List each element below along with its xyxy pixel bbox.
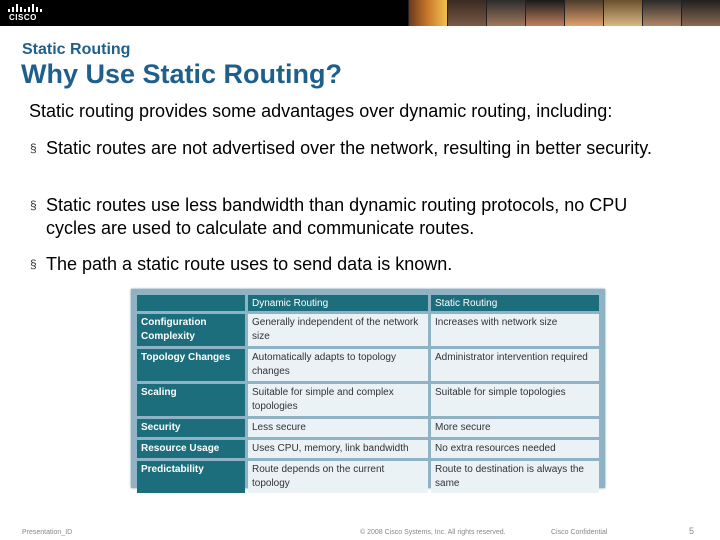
- static-cell: More secure: [431, 419, 599, 437]
- bullet-text: The path a static route uses to send data is known.: [46, 254, 453, 274]
- row-label: Resource Usage: [137, 440, 245, 458]
- bullet-text: Static routes use less bandwidth than dynamic routing protocols, no CPU cycles are used to calculate and communicate routes.: [46, 195, 628, 238]
- dynamic-cell: Uses CPU, memory, link bandwidth: [248, 440, 428, 458]
- bullet-item: [30, 253, 680, 276]
- row-label: Scaling: [137, 384, 245, 416]
- static-cell: Route to destination is always the same: [431, 461, 599, 493]
- table-header-row: [137, 295, 599, 311]
- cisco-bridge-icon: [8, 4, 44, 12]
- dynamic-cell: Less secure: [248, 419, 428, 437]
- photo-7: [642, 0, 681, 26]
- table-corner-cell: [137, 295, 245, 311]
- bullet-item: [30, 137, 680, 160]
- bullet-item: [30, 194, 680, 240]
- dynamic-cell: Automatically adapts to topology changes: [248, 349, 428, 381]
- footer-copyright: © 2008 Cisco Systems, Inc. All rights reserved.: [360, 529, 506, 536]
- bullet-marker-icon: §: [30, 257, 37, 271]
- footer-presentation-id: Presentation_ID: [22, 529, 73, 536]
- page-title: Why Use Static Routing?: [21, 59, 343, 89]
- table-row: [137, 384, 599, 416]
- intro-text: Static routing provides some advantages over dynamic routing, including:: [29, 101, 613, 121]
- dynamic-cell: Generally independent of the network size: [248, 314, 428, 346]
- table-row: [137, 314, 599, 346]
- row-label: Predictability: [137, 461, 245, 493]
- static-cell: Increases with network size: [431, 314, 599, 346]
- static-cell: Administrator intervention required: [431, 349, 599, 381]
- table-row: [137, 349, 599, 381]
- photo-4: [525, 0, 564, 26]
- table-row: [137, 461, 599, 493]
- photo-1: [408, 0, 447, 26]
- header-bar: [0, 0, 720, 26]
- dynamic-cell: Suitable for simple and complex topologies: [248, 384, 428, 416]
- column-header-dynamic: Dynamic Routing: [248, 295, 428, 311]
- bullet-text: Static routes are not advertised over the network, resulting in better security.: [46, 138, 652, 158]
- photo-strip: [408, 0, 720, 26]
- table-row: [137, 419, 599, 437]
- page-number: 5: [689, 526, 695, 536]
- footer-confidential: Cisco Confidential: [551, 529, 608, 536]
- cisco-logo: [8, 4, 44, 22]
- static-cell: Suitable for simple topologies: [431, 384, 599, 416]
- row-label: Topology Changes: [137, 349, 245, 381]
- photo-8: [681, 0, 720, 26]
- photo-2: [447, 0, 486, 26]
- row-label: Configuration Complexity: [137, 314, 245, 346]
- table-row: [137, 440, 599, 458]
- section-title: Static Routing: [22, 41, 131, 58]
- photo-3: [486, 0, 525, 26]
- photo-6: [603, 0, 642, 26]
- comparison-table: [131, 289, 605, 488]
- dynamic-cell: Route depends on the current topology: [248, 461, 428, 493]
- static-cell: No extra resources needed: [431, 440, 599, 458]
- row-label: Security: [137, 419, 245, 437]
- photo-5: [564, 0, 603, 26]
- bullet-marker-icon: §: [30, 141, 37, 155]
- column-header-static: Static Routing: [431, 295, 599, 311]
- bullet-marker-icon: §: [30, 198, 37, 212]
- logo-text: CISCO: [9, 13, 37, 22]
